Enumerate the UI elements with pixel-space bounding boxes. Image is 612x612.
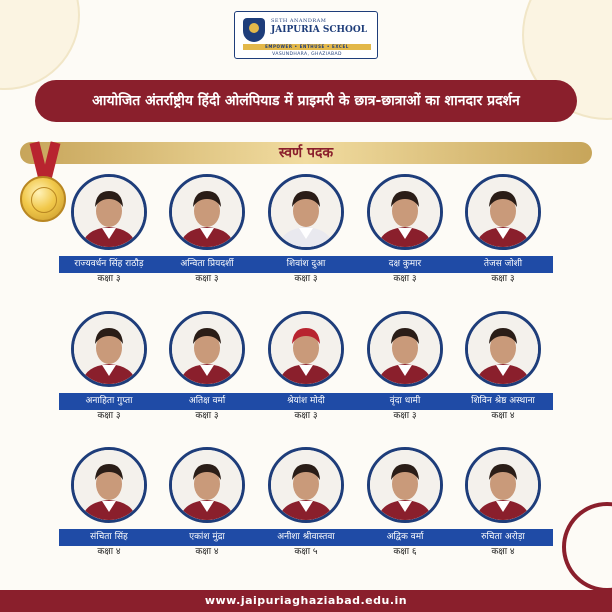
student-class: कक्षा ३ xyxy=(294,411,318,421)
student-photo xyxy=(71,311,147,387)
student-photo xyxy=(367,447,443,523)
school-crest-icon xyxy=(243,18,265,42)
student-photo xyxy=(71,174,147,250)
student-photo xyxy=(268,174,344,250)
student-class: कक्षा ४ xyxy=(491,411,515,421)
student-card xyxy=(59,174,159,284)
student-photo xyxy=(169,311,245,387)
student-class: कक्षा ३ xyxy=(294,274,318,284)
student-portrait-icon xyxy=(172,314,242,384)
logo-location: VASUNDHARA, GHAZIABAD xyxy=(272,52,342,57)
student-card xyxy=(256,447,356,557)
student-name: शिविन श्रेष्ठ अस्थाना xyxy=(453,393,553,410)
medal-heading: स्वर्ण पदक xyxy=(278,145,334,161)
student-photo xyxy=(465,174,541,250)
student-portrait-icon xyxy=(468,177,538,247)
student-card xyxy=(256,311,356,421)
student-portrait-icon xyxy=(172,450,242,520)
decorative-arc-top-left xyxy=(0,0,80,90)
student-photo xyxy=(367,174,443,250)
student-card xyxy=(355,311,455,421)
student-class: कक्षा ४ xyxy=(491,547,515,557)
logo-line-1: SETH ANANDRAM xyxy=(271,18,327,24)
student-card xyxy=(157,174,257,284)
logo-school-name: JAIPURIA SCHOOL xyxy=(271,25,368,35)
student-photo xyxy=(268,311,344,387)
logo-tagline: EMPOWER • ENTHUSE • EXCEL xyxy=(243,44,371,50)
title-banner: आयोजित अंतर्राष्ट्रीय हिंदी ओलंपियाड में प्राइमरी के छात्र-छात्राओं का शानदार प्रदर्शन xyxy=(35,80,577,122)
student-class: कक्षा ३ xyxy=(97,411,121,421)
student-portrait-icon xyxy=(74,314,144,384)
student-class: कक्षा ४ xyxy=(97,547,121,557)
student-name: दक्ष कुमार xyxy=(355,256,455,273)
student-name: संचिता सिंह xyxy=(59,529,159,546)
student-portrait-icon xyxy=(468,314,538,384)
student-name: एकांश मुंद्रा xyxy=(157,529,257,546)
student-class: कक्षा ३ xyxy=(195,411,219,421)
student-name: वृंदा धामी xyxy=(355,393,455,410)
student-portrait-icon xyxy=(74,450,144,520)
student-card xyxy=(355,174,455,284)
student-photo xyxy=(367,311,443,387)
student-name: रुचिता अरोड़ा xyxy=(453,529,553,546)
student-card xyxy=(453,447,553,557)
student-card xyxy=(59,311,159,421)
student-name: राज्यवर्धन सिंह राठौड़ xyxy=(59,256,159,273)
student-name: अनीशा श्रीवास्तवा xyxy=(256,529,356,546)
student-card xyxy=(453,311,553,421)
student-photo xyxy=(71,447,147,523)
student-card xyxy=(256,174,356,284)
student-photo xyxy=(268,447,344,523)
student-name: शिवांश दुआ xyxy=(256,256,356,273)
student-name: तेजस जोशी xyxy=(453,256,553,273)
student-name: अतिक्ष वर्मा xyxy=(157,393,257,410)
student-portrait-icon xyxy=(172,177,242,247)
student-photo xyxy=(465,311,541,387)
student-portrait-icon xyxy=(370,450,440,520)
decorative-arc-bottom-right xyxy=(562,502,612,592)
student-name: अनाहिता गुप्ता xyxy=(59,393,159,410)
student-photo xyxy=(169,447,245,523)
student-portrait-icon xyxy=(271,450,341,520)
student-name: अद्विक वर्मा xyxy=(355,529,455,546)
school-logo xyxy=(234,11,378,59)
student-portrait-icon xyxy=(468,450,538,520)
student-name: श्रेयांश मोदी xyxy=(256,393,356,410)
student-photo xyxy=(465,447,541,523)
student-class: कक्षा ३ xyxy=(195,274,219,284)
student-class: कक्षा ३ xyxy=(97,274,121,284)
student-card xyxy=(157,447,257,557)
student-card xyxy=(157,311,257,421)
student-class: कक्षा ५ xyxy=(294,547,318,557)
student-portrait-icon xyxy=(370,314,440,384)
student-card xyxy=(355,447,455,557)
student-class: कक्षा ३ xyxy=(393,411,417,421)
student-photo xyxy=(169,174,245,250)
student-portrait-icon xyxy=(271,177,341,247)
student-class: कक्षा ३ xyxy=(393,274,417,284)
student-portrait-icon xyxy=(370,177,440,247)
student-portrait-icon xyxy=(74,177,144,247)
student-card xyxy=(59,447,159,557)
student-class: कक्षा ३ xyxy=(491,274,515,284)
student-name: अन्विता प्रियदर्शी xyxy=(157,256,257,273)
student-class: कक्षा ६ xyxy=(393,547,417,557)
student-card xyxy=(453,174,553,284)
student-portrait-icon xyxy=(271,314,341,384)
student-class: कक्षा ४ xyxy=(195,547,219,557)
website-footer[interactable]: www.jaipuriaghaziabad.edu.in xyxy=(0,590,612,612)
